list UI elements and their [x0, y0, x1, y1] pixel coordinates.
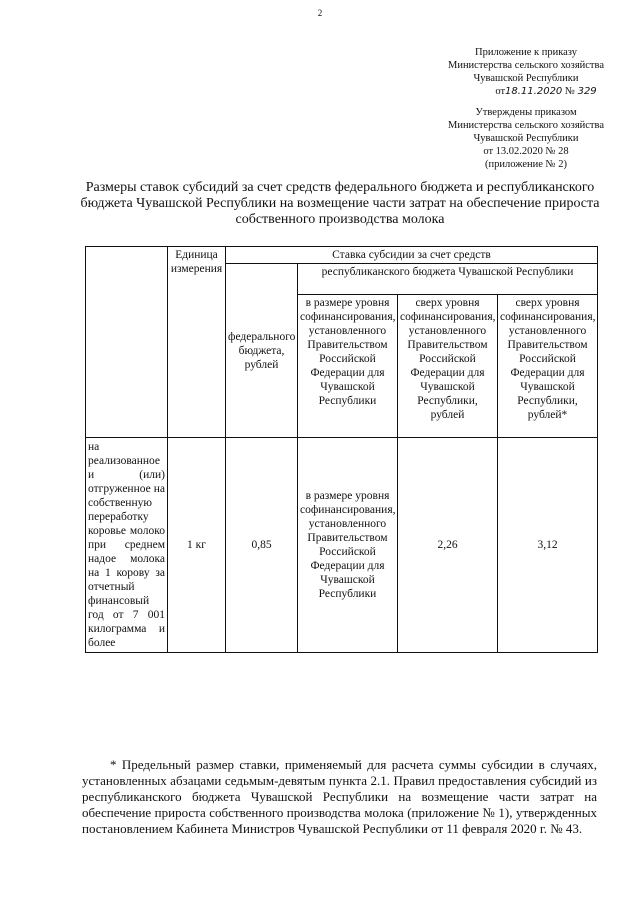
appendix-line-2: Министерства сельского хозяйства	[447, 60, 604, 71]
header-subject-cell	[86, 247, 168, 438]
row-cofinancing: в размере уровня софинансирования, установленного Правительством Российской Федерации для Чувашской Республики	[298, 438, 398, 653]
header-cofinancing: в размере уровня софинансирования, установленного Правительством Российской Федерации для Чувашской Республики	[298, 295, 398, 438]
row-above-level-star: 3,12	[498, 438, 598, 653]
table-row	[86, 438, 598, 653]
rates-table	[85, 246, 598, 653]
header-republic-group: республиканского бюджета Чувашской Республики	[298, 264, 598, 295]
document-title: Размеры ставок субсидий за счет средств федерального бюджета и республиканского бюджета Чувашской Республики на возмещение части затрат на обеспечение прироста собственного производства молока	[80, 180, 600, 227]
row-unit: 1 кг	[168, 438, 226, 653]
appendix-date-line	[426, 85, 626, 98]
header-above-level-star: сверх уровня софинансирования, установленного Правительством Российской Федерации для Чувашской Республики, рублей*	[498, 295, 598, 438]
appendix-line-3: Чувашской Республики	[473, 73, 579, 84]
number-prefix: №	[564, 86, 575, 97]
date-prefix: от	[495, 86, 506, 97]
header-unit: Единица измерения	[168, 247, 226, 438]
header-rate-group: Ставка субсидии за счет средств	[226, 247, 598, 264]
header-above-level: сверх уровня софинансирования, установленного Правительством Российской Федерации для Чувашской Республики, рублей	[398, 295, 498, 438]
row-above-level: 2,26	[398, 438, 498, 653]
handwritten-date: 18.11.2020	[505, 86, 563, 97]
approved-line-3: Чувашской Республики	[473, 133, 579, 144]
appendix-line-1: Приложение к приказу	[475, 47, 577, 58]
appendix-header	[426, 46, 626, 98]
approved-line-1: Утверждены приказом	[475, 107, 577, 118]
approved-line-5: (приложение № 2)	[485, 159, 567, 170]
page-number: 2	[317, 8, 323, 18]
header-row-1	[86, 247, 598, 264]
header-federal: федерального бюджета, рублей	[226, 264, 298, 438]
row-subject: на реализованное и (или) отгруженное на собственную переработку коровье молоко при среднем надое молока на 1 корову за отчетный финансовый год от 7 001 килограмма и более	[86, 438, 168, 653]
approved-header	[426, 106, 626, 171]
handwritten-number: 329	[577, 86, 597, 97]
footnote: * Предельный размер ставки, применяемый для расчета суммы субсидии в случаях, установленных абзацами седьмым-девятым пункта 2.1. Правил предоставления субсидий из республиканского бюджета Чувашской Республики на возмещение части затрат на обеспечение прироста собственного производства молока (приложение № 1), утвержденных постановлением Кабинета Министров Чувашской Республики от 11 февраля 2020 г. № 43.	[82, 757, 597, 836]
approved-line-2: Министерства сельского хозяйства	[447, 120, 604, 131]
row-federal: 0,85	[226, 438, 298, 653]
approved-line-4: от 13.02.2020 № 28	[483, 146, 569, 157]
